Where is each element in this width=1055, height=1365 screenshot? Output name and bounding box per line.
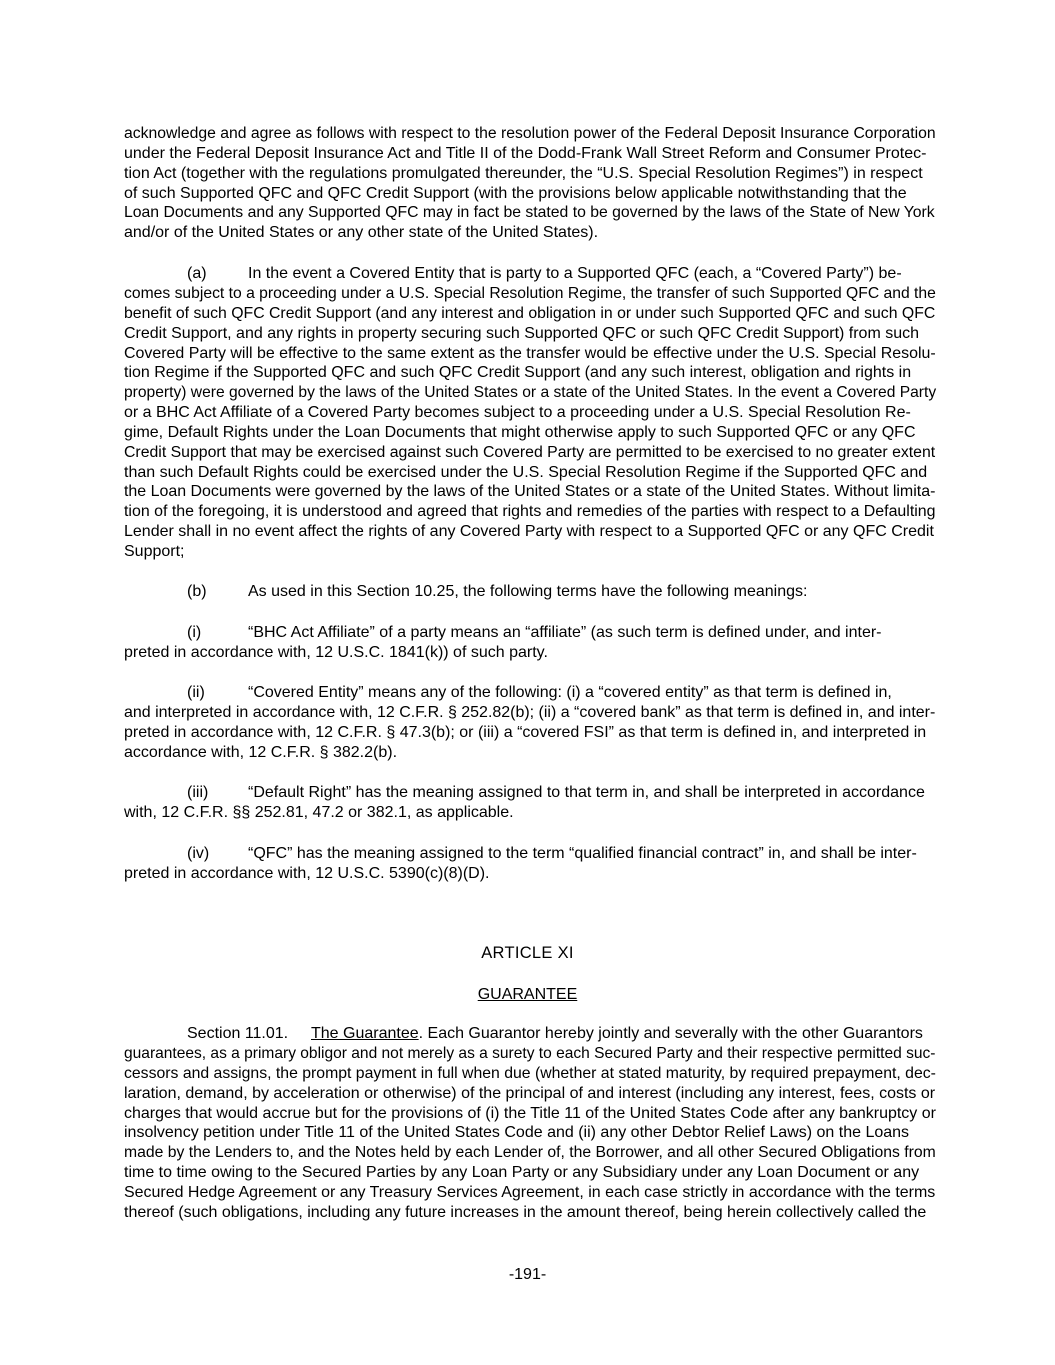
definition-iii-first-line: “Default Right” has the meaning assigned to that term in, and shall be interpreted in accordance xyxy=(248,784,925,801)
text-line: acknowledge and agree as follows with respect to the resolution power of the Federal Deposit Insurance Corporation xyxy=(124,125,936,142)
text-line: Secured Hedge Agreement or any Treasury Services Agreement, in each case strictly in accordance with the terms xyxy=(124,1183,936,1201)
text-line: Lender shall in no event affect the rights of any Covered Party with respect to a Supported QFC or any QFC Credit xyxy=(124,523,934,541)
definition-ii-first-line: “Covered Entity” means any of the following: (i) a “covered entity” as that term is defined in, xyxy=(248,684,892,701)
text-line: the Loan Documents were governed by the laws of the United States or a state of the United States. Without limita- xyxy=(124,483,936,501)
text-line: time to time owing to the Secured Parties by any Loan Party or any Subsidiary under any Loan Document or any xyxy=(124,1164,920,1182)
intro-paragraph xyxy=(124,124,935,243)
text-line: and/or of the United States or any other state of the United States). xyxy=(124,224,599,242)
text-line: and interpreted in accordance with, 12 C.F.R. § 252.82(b); (ii) a “covered bank” as that term is defined in, and inter- xyxy=(124,704,936,721)
text-line: Credit Support, and any rights in property securing such Supported QFC or such QFC Credit Support) from such xyxy=(124,324,920,342)
text-line: of such Supported QFC and QFC Credit Support (with the provisions below applicable notwithstanding that the xyxy=(124,184,907,202)
text-line: property) were governed by the laws of the United States or a state of the United States. In the event a Covered Party xyxy=(124,384,937,402)
definition-i-label: (i) xyxy=(187,624,202,641)
text-line: thereof (such obligations, including any future increases in the amount thereof, being herein collectively called the xyxy=(124,1203,927,1221)
text-line: tion of the foregoing, it is understood and agreed that rights and remedies of the parties with respect to a Defaulting xyxy=(124,503,936,521)
paragraph-a-label: (a) xyxy=(187,265,207,282)
definition-i-body xyxy=(124,643,935,663)
section-heading: The Guarantee xyxy=(311,1025,419,1042)
text-line: tion Act (together with the regulations promulgated thereunder, the “U.S. Special Resolution Regimes”) in respect xyxy=(124,164,923,182)
text-line: preted in accordance with, 12 U.S.C. 1841(k)) of such party. xyxy=(124,644,548,661)
definition-iv-label: (iv) xyxy=(187,845,210,862)
text-line: Support; xyxy=(124,542,185,560)
definition-iii-label: (iii) xyxy=(187,784,209,801)
section-body xyxy=(124,1044,935,1223)
paragraph-b-text: As used in this Section 10.25, the following terms have the following meanings: xyxy=(248,583,808,600)
paragraph-b-label: (b) xyxy=(187,583,207,600)
definition-i-first-line: “BHC Act Affiliate” of a party means an “affiliate” (as such term is defined under, and inter- xyxy=(248,624,882,641)
paragraph-a-body xyxy=(124,284,935,562)
page-number: -191- xyxy=(508,1266,547,1283)
article-heading: ARTICLE XI xyxy=(481,944,574,962)
text-line: under the Federal Deposit Insurance Act and Title II of the Dodd-Frank Wall Street Reform and Consumer Protec- xyxy=(124,144,927,162)
definition-ii-label: (ii) xyxy=(187,684,205,701)
text-line: charges that would accrue but for the provisions of (i) the Title 11 of the United States Code after any bankruptcy or xyxy=(124,1104,936,1122)
section-first-line xyxy=(311,1024,923,1044)
text-line: than such Default Rights could be exercised under the U.S. Special Resolution Regime if the Supported QFC and xyxy=(124,463,928,481)
text-line: cessors and assigns, the prompt payment in full when due (whether at stated maturity, by required prepayment, dec- xyxy=(124,1064,936,1082)
text-line: benefit of such QFC Credit Support (and any interest and obligation in or under such Supported QFC and such QFC xyxy=(124,304,936,322)
text-line: tion Regime if the Supported QFC and such QFC Credit Support (and any such interest, obligation and rights in xyxy=(124,364,912,382)
text-line: or a BHC Act Affiliate of a Covered Party becomes subject to a proceeding under a U.S. Special Resolution Re- xyxy=(124,404,911,422)
text-line: insolvency petition under Title 11 of the United States Code and (ii) any other Debtor Relief Laws) on the Loans xyxy=(124,1124,910,1142)
text-line: Loan Documents and any Supported QFC may in fact be stated to be governed by the laws of the State of New York xyxy=(124,204,935,222)
text-line: gime, Default Rights under the Loan Documents that might otherwise apply to such Supported QFC or any QFC xyxy=(124,423,916,441)
section-number: Section 11.01. xyxy=(187,1025,289,1042)
definition-iv-first-line: “QFC” has the meaning assigned to the term “qualified financial contract” in, and shall be inter- xyxy=(248,845,917,862)
definition-iii-body xyxy=(124,803,935,823)
text-line: preted in accordance with, 12 U.S.C. 5390(c)(8)(D). xyxy=(124,865,490,882)
text-line: comes subject to a proceeding under a U.S. Special Resolution Regime, the transfer of such Supported QFC and the xyxy=(124,285,936,302)
section-first-line-rest: . Each Guarantor hereby jointly and severally with the other Guarantors xyxy=(418,1025,923,1042)
text-line: Covered Party will be effective to the same extent as the transfer would be effective under the U.S. Special Resolu- xyxy=(124,344,936,362)
paragraph-a-first-line: In the event a Covered Entity that is party to a Supported QFC (each, a “Covered Party”) be- xyxy=(248,265,902,282)
text-line: preted in accordance with, 12 C.F.R. § 47.3(b); or (iii) a “covered FSI” as that term is defined in, and interpreted in xyxy=(124,723,927,741)
text-line: made by the Lenders to, and the Notes held by each Lender of, the Borrower, and all other Secured Obligations from xyxy=(124,1144,936,1162)
text-line: with, 12 C.F.R. §§ 252.81, 47.2 or 382.1, as applicable. xyxy=(124,804,514,821)
definition-ii-body xyxy=(124,703,935,763)
definition-iv-body xyxy=(124,864,935,884)
text-line: accordance with, 12 C.F.R. § 382.2(b). xyxy=(124,743,398,761)
text-line: guarantees, as a primary obligor and not merely as a surety to each Secured Party and their respective permitted suc- xyxy=(124,1045,936,1062)
text-line: laration, demand, by acceleration or otherwise) of the principal of and interest (including any interest, fees, costs or xyxy=(124,1084,936,1102)
article-title: GUARANTEE xyxy=(477,986,578,1003)
text-line: Credit Support that may be exercised against such Covered Party are permitted to be exercised to no greater extent xyxy=(124,443,936,461)
